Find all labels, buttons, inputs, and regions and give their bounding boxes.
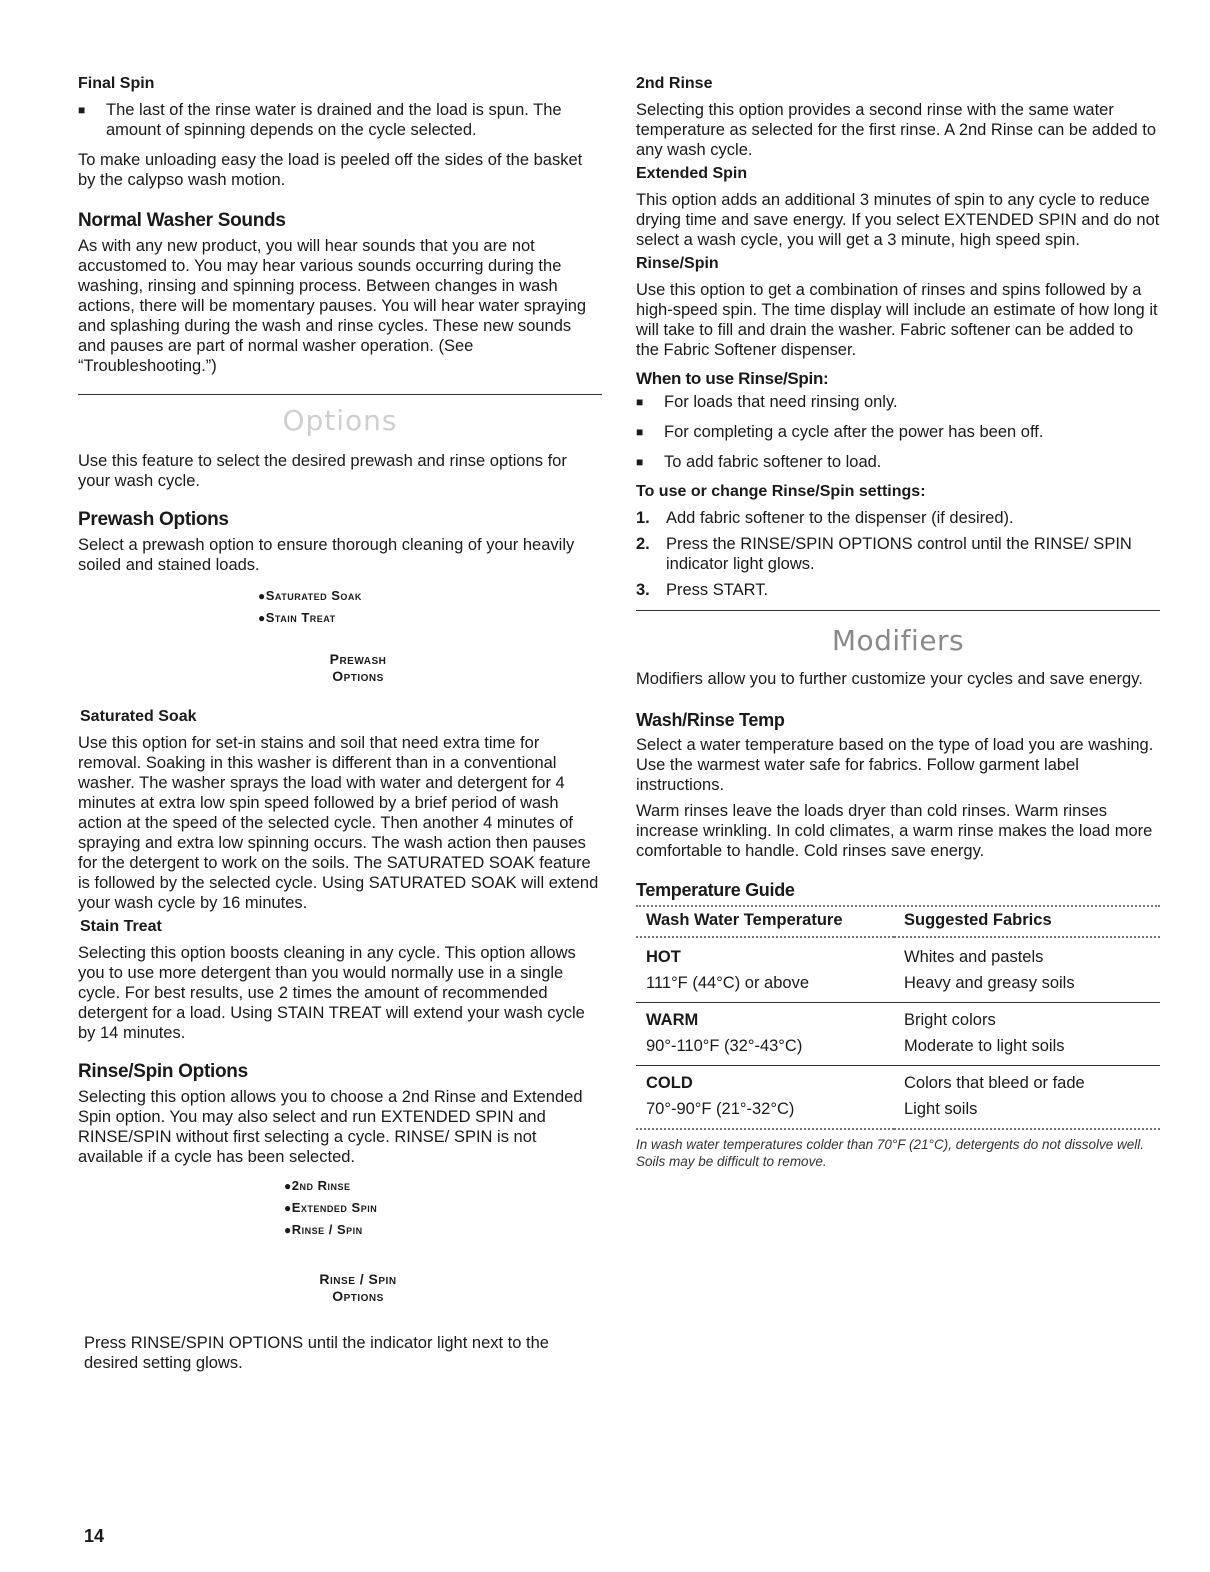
stain-treat-para: Selecting this option boosts cleaning in any cycle. This option allows you to use more detergent than you would normally use in a single cycle. For best results, use 2 times the amount of recommended detergent for a load. Using STAIN TREAT will extend your wash cycle by 14 minutes. — [78, 944, 585, 1042]
rinse-spin-press-para: Press RINSE/SPIN OPTIONS until the indicator light next to the desired setting glows. — [84, 1334, 549, 1372]
prewash-heading: Prewash Options — [78, 509, 229, 530]
column-header: Wash Water Temperature — [646, 911, 843, 929]
prewash-panel-caption: Prewash Options — [329, 651, 387, 684]
change-settings-heading: To use or change Rinse/Spin settings: — [636, 483, 926, 500]
rinse-spin-options-heading: Rinse/Spin Options — [78, 1061, 248, 1082]
page-number: 14 — [84, 1526, 105, 1546]
right-column — [636, 72, 1160, 1170]
final-spin-bullet: ■ The last of the rinse water is drained and the load is spun. The amount of spinning depends on the cycle selected. — [78, 101, 562, 139]
rinse-spin-heading: Rinse/Spin — [636, 255, 719, 272]
table-row: HOT Whites and pastels — [646, 948, 1044, 966]
list-item: 2. Press the RINSE/SPIN OPTIONS control until the RINSE/ SPIN indicator light glows. — [636, 535, 1132, 573]
table-row: COLD Colors that bleed or fade — [646, 1074, 1085, 1092]
wash-rinse-temp-para2: Warm rinses leave the loads dryer than cold rinses. Warm rinses increase wrinkling. In cold climates, a warm rinse makes the load more comfortable to handle. Cold rinses save energy. — [636, 802, 1153, 860]
rinse-spin-panel — [284, 1175, 602, 1241]
bullet-square-icon: ■ — [636, 395, 644, 409]
extended-spin-heading: Extended Spin — [636, 165, 748, 182]
stain-treat-heading: Stain Treat — [80, 918, 162, 935]
panel-item: ●Rinse / Spin — [284, 1222, 363, 1237]
list-item: 3. Press START. — [636, 581, 769, 599]
list-item: ■ For loads that need rinsing only. — [636, 393, 898, 411]
when-to-use-heading: When to use Rinse/Spin: — [636, 369, 829, 388]
indicator-light-icon: ● — [284, 1179, 292, 1193]
saturated-soak-para: Use this option for set-in stains and soil that need extra time for removal. Soaking in this washer is different than in a conventional washer. The washer sprays the load with water and detergent for 4 minutes at extra low spin speed followed by a brief period of wash action at the speed of the selected cycle. Then another 4 minutes of spraying and extra low spinning occurs. The wash action then pauses for the detergent to work on the soils. The SATURATED SOAK feature is followed by the selected cycle. Using SATURATED SOAK will extend your wash cycle by 16 minutes. — [78, 734, 599, 912]
normal-sounds-para: As with any new product, you will hear sounds that you are not accustomed to. You may hear various sounds occurring during the washing, rinsing and spinning process. Between changes in wash actions, there will be momentary pauses. You will hear water spraying and splashing during the wash and rinse cycles. These new sounds and pauses are part of normal washer operation. (See “Troubleshooting.”) — [78, 237, 587, 375]
options-title: Options — [282, 404, 398, 437]
table-row: 70°-90°F (21°-32°C) Light soils — [636, 1096, 1160, 1129]
table-row: 111°F (44°C) or above Heavy and greasy soils — [636, 970, 1160, 1003]
second-rinse-heading: 2nd Rinse — [636, 75, 713, 92]
table-row: 90°-110°F (32°-43°C) Moderate to light soils — [636, 1033, 1160, 1066]
indicator-light-icon: ● — [258, 611, 266, 625]
list-item: ■ To add fabric softener to load. — [636, 453, 882, 471]
indicator-light-icon: ● — [258, 589, 266, 603]
panel-item: ●Stain Treat — [258, 610, 336, 625]
prewash-panel — [258, 585, 602, 629]
table-row: WARM Bright colors — [646, 1011, 996, 1029]
final-spin-para: To make unloading easy the load is peeled off the sides of the basket by the calypso wash motion. — [78, 151, 583, 189]
modifiers-title: Modifiers — [831, 624, 965, 657]
left-column — [78, 72, 602, 1373]
rinse-spin-options-para: Selecting this option allows you to choose a 2nd Rinse and Extended Spin option. You may also select and run EXTENDED SPIN and RINSE/SPIN without first selecting a cycle. RINSE/ SPIN is not available if a cycle has been selected. — [78, 1088, 583, 1166]
final-spin-heading: Final Spin — [78, 75, 155, 92]
temperature-note: In wash water temperatures colder than 70°F (21°C), detergents do not dissolve well. Soils may be difficult to remove. — [636, 1137, 1145, 1169]
column-header: Suggested Fabrics — [904, 911, 1052, 929]
saturated-soak-heading: Saturated Soak — [80, 708, 197, 725]
panel-item: ●Extended Spin — [284, 1200, 378, 1215]
modifiers-intro: Modifiers allow you to further customize your cycles and save energy. — [636, 670, 1143, 688]
list-item: 1. Add fabric softener to the dispenser (if desired). — [636, 509, 1014, 527]
bullet-square-icon: ■ — [636, 425, 644, 439]
prewash-para: Select a prewash option to ensure thorough cleaning of your heavily soiled and stained loads. — [78, 536, 575, 574]
table-header-row — [636, 907, 1160, 937]
list-item: ■ For completing a cycle after the power has been off. — [636, 423, 1044, 441]
bullet-square-icon: ■ — [636, 455, 644, 469]
panel-item: ●2nd Rinse — [284, 1178, 351, 1193]
panel-item: ●Saturated Soak — [258, 588, 362, 603]
extended-spin-para: This option adds an additional 3 minutes of spin to any cycle to reduce drying time and save energy. If you select EXTENDED SPIN and do not select a wash cycle, you will get a 3 minute, high speed spin. — [636, 191, 1160, 249]
temperature-table — [636, 907, 1160, 1130]
section-divider — [636, 610, 1160, 611]
wash-rinse-temp-heading: Wash/Rinse Temp — [636, 710, 785, 730]
temperature-guide-title: Temperature Guide — [636, 880, 795, 900]
options-intro: Use this feature to select the desired prewash and rinse options for your wash cycle. — [78, 452, 567, 490]
second-rinse-para: Selecting this option provides a second rinse with the same water temperature as selected for the first rinse. A 2nd Rinse can be added to any wash cycle. — [636, 101, 1157, 159]
bullet-square-icon: ■ — [78, 103, 86, 117]
rinse-spin-para: Use this option to get a combination of rinses and spins followed by a high-speed spin. The time display will include an estimate of how long it will take to fill and drain the washer. Fabric softener can be added to the Fabric Softener dispenser. — [636, 281, 1158, 359]
wash-rinse-temp-para1: Select a water temperature based on the type of load you are washing. Use the warmest water safe for fabrics. Follow garment label instructions. — [636, 736, 1154, 794]
indicator-light-icon: ● — [284, 1223, 292, 1237]
normal-sounds-heading: Normal Washer Sounds — [78, 210, 286, 231]
rinse-spin-panel-caption: Rinse / Spin Options — [319, 1271, 397, 1304]
indicator-light-icon: ● — [284, 1201, 292, 1215]
section-divider — [78, 394, 602, 395]
